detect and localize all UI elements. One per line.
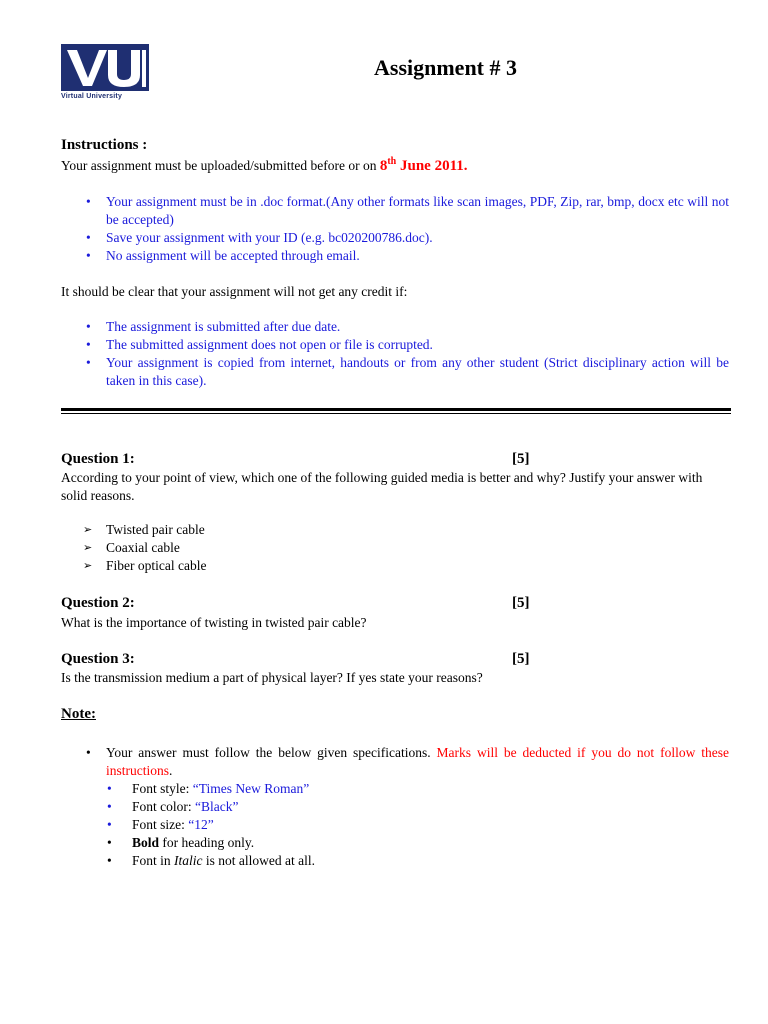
- vu-logo-mark: [61, 44, 149, 94]
- bullet-icon: •: [86, 248, 91, 263]
- section-divider-thin: [61, 413, 731, 414]
- question-3-heading: Question 3:: [61, 651, 135, 667]
- arrow-bullet-icon: ➢: [83, 542, 93, 554]
- list-item: [61, 247, 729, 265]
- list-item: [87, 852, 687, 870]
- italic-rule-pre: Font in: [132, 853, 175, 868]
- bold-word: Bold: [132, 835, 160, 850]
- deadline-day: 8: [379, 158, 388, 174]
- option-text: Fiber optical cable: [106, 558, 207, 573]
- question-3-text: Is the transmission medium a part of physical layer? If yes state your reasons?: [61, 670, 483, 685]
- list-item: [61, 744, 729, 780]
- rule-text: No assignment will be accepted through email.: [106, 248, 360, 263]
- arrow-bullet-icon: ➢: [83, 524, 93, 536]
- list-item: [87, 834, 687, 852]
- bullet-icon: •: [86, 319, 91, 334]
- deadline-intro: Your assignment must be uploaded/submitted before or on: [61, 158, 377, 173]
- italic-rule-text: is not allowed at all.: [202, 853, 315, 868]
- option-text: Coaxial cable: [106, 540, 180, 555]
- list-item: [61, 354, 729, 390]
- font-color-value: “Black”: [195, 799, 239, 814]
- logo-caption: Virtual University: [61, 93, 123, 100]
- deadline-date: [380, 158, 468, 174]
- bullet-icon: •: [86, 194, 91, 209]
- specifications-list: [61, 744, 729, 780]
- question-1-text: According to your point of view, which one of the following guided media is better and why? Justify your answer with solid reasons.: [61, 470, 703, 503]
- font-rules-list: [87, 780, 687, 870]
- font-color-label: Font color:: [132, 799, 195, 814]
- question-1-heading: Question 1:: [61, 451, 135, 467]
- question-3-marks: [5]: [512, 651, 530, 667]
- rule-text: The assignment is submitted after due date.: [106, 319, 341, 334]
- list-item: [87, 798, 687, 816]
- rule-text: Save your assignment with your ID (e.g. bc020200786.doc).: [106, 230, 433, 245]
- bullet-icon: •: [86, 355, 91, 370]
- spec-intro: Your answer must follow the below given specifications.: [106, 745, 431, 760]
- bullet-icon: •: [86, 230, 91, 245]
- question-1-options: [61, 521, 661, 575]
- deadline-day-suffix: th: [387, 156, 397, 167]
- submission-deadline: [61, 157, 741, 175]
- list-item: [61, 521, 661, 539]
- list-item: [87, 780, 687, 798]
- list-item: [61, 336, 729, 354]
- page-title: Assignment # 3: [374, 55, 518, 80]
- italic-word: Italic: [174, 853, 203, 868]
- rule-text: Your assignment is copied from internet, handouts or from any other student (Strict disciplinary action will be taken in this case).: [106, 355, 729, 388]
- format-rules-list: [61, 193, 729, 265]
- section-divider-thick: [61, 408, 731, 411]
- note-heading: Note:: [61, 706, 96, 722]
- font-style-value: “Times New Roman”: [192, 781, 310, 796]
- question-2-marks: [5]: [512, 595, 530, 611]
- no-credit-list: [61, 318, 729, 390]
- list-item: [61, 193, 729, 229]
- bullet-icon: •: [86, 745, 91, 760]
- list-item: [61, 318, 729, 336]
- bullet-icon: •: [107, 817, 112, 832]
- question-1-marks: [5]: [512, 451, 530, 467]
- bullet-icon: •: [107, 835, 112, 850]
- arrow-bullet-icon: ➢: [83, 560, 93, 572]
- question-2-text: What is the importance of twisting in twisted pair cable?: [61, 615, 367, 630]
- bullet-icon: •: [107, 853, 112, 868]
- instructions-heading: Instructions :: [61, 137, 148, 153]
- bullet-icon: •: [107, 781, 112, 796]
- rule-text: Your assignment must be in .doc format.(Any other formats like scan images, PDF, Zip, rar, bmp, docx etc will not be accepted): [106, 194, 729, 227]
- question-2-heading: Question 2:: [61, 595, 135, 611]
- option-text: Twisted pair cable: [106, 522, 205, 537]
- bullet-icon: •: [86, 337, 91, 352]
- credit-intro: It should be clear that your assignment will not get any credit if:: [61, 284, 408, 299]
- list-item: [61, 557, 661, 575]
- list-item: [61, 229, 729, 247]
- spec-warning: Marks will be deducted if you do not follow these instructions: [106, 745, 729, 778]
- list-item: [61, 539, 661, 557]
- font-style-label: Font style:: [132, 781, 193, 796]
- font-size-label: Font size:: [132, 817, 189, 832]
- deadline-month-year: June 2011.: [396, 158, 468, 174]
- bullet-icon: •: [107, 799, 112, 814]
- list-item: [87, 816, 687, 834]
- bold-rule-text: for heading only.: [159, 835, 255, 850]
- rule-text: The submitted assignment does not open or file is corrupted.: [106, 337, 433, 352]
- font-size-value: “12”: [188, 817, 214, 832]
- spec-period: .: [169, 763, 173, 778]
